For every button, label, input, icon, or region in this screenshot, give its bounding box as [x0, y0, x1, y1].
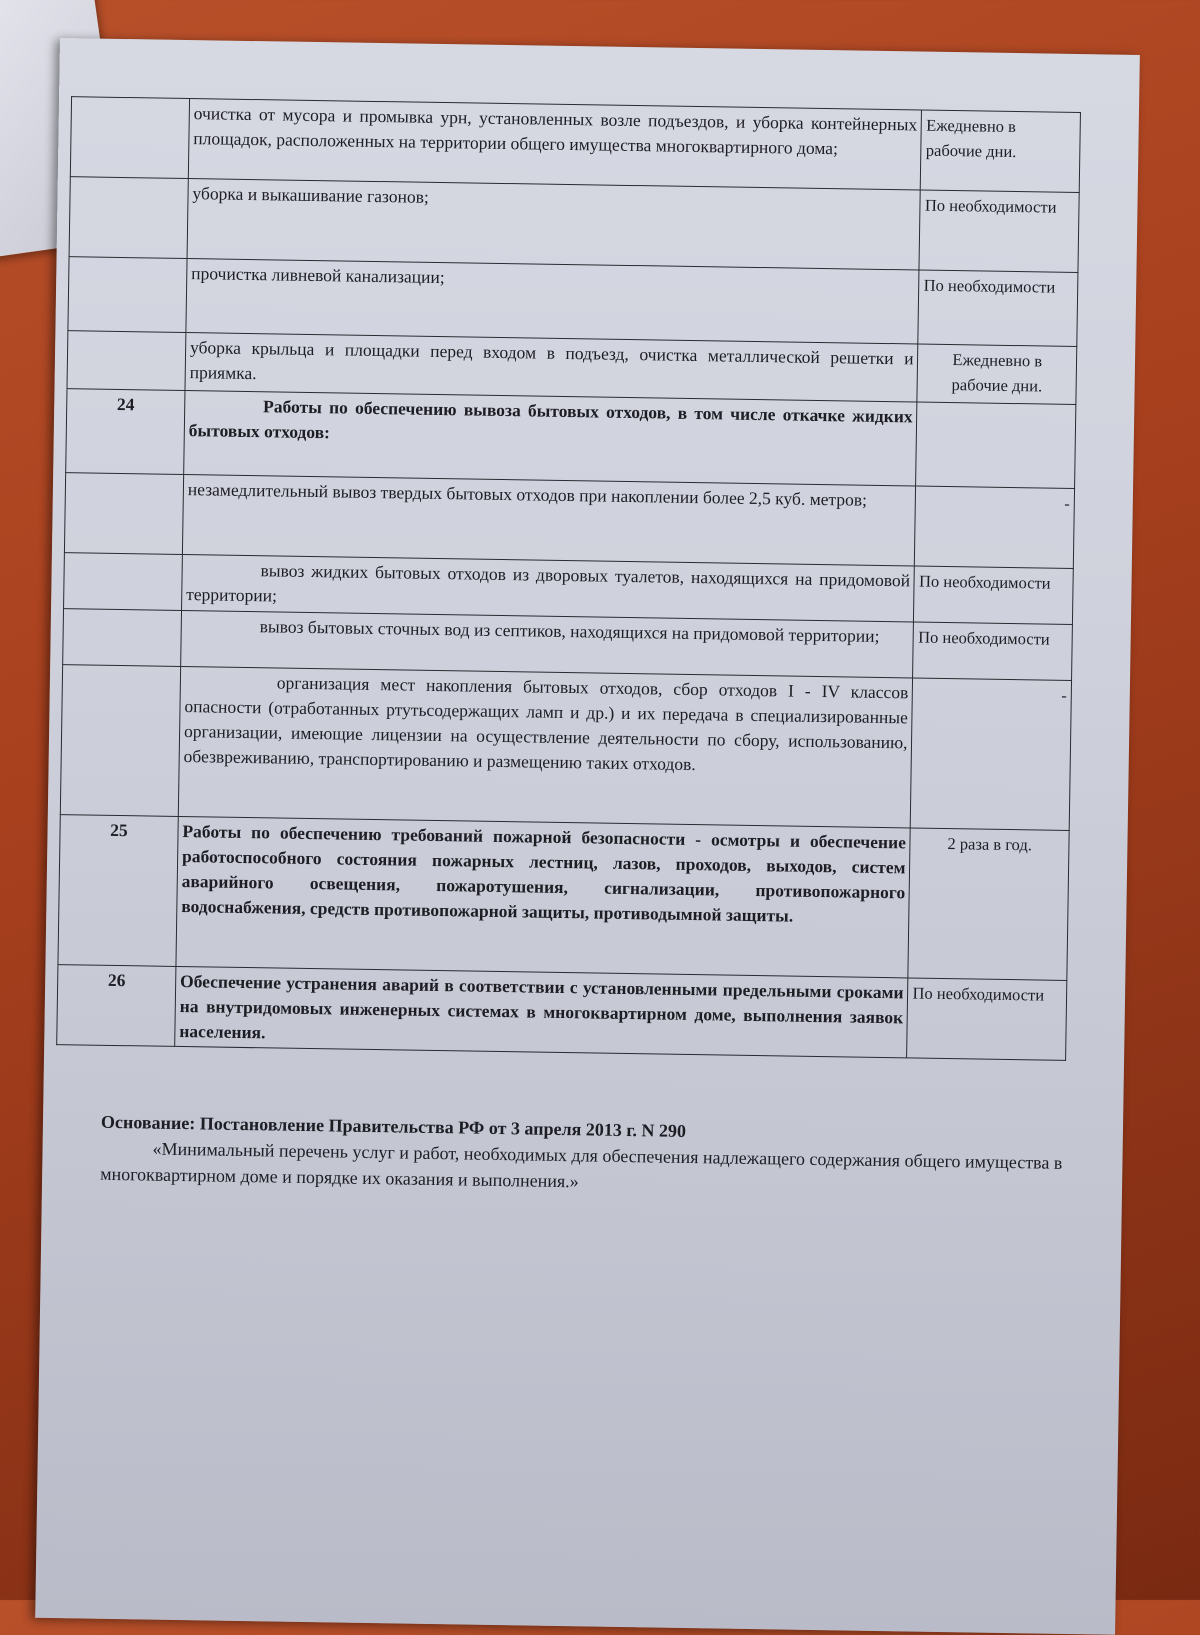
- work-frequency: Ежедневно в рабочие дни.: [921, 110, 1081, 192]
- work-frequency: По необходимости: [914, 566, 1073, 624]
- services-table: [56, 96, 1081, 1061]
- work-description: вывоз бытовых сточных вод из септиков, находящихся на придомовой территории;: [181, 610, 914, 677]
- work-frequency: Ежедневно в рабочие дни.: [917, 344, 1076, 404]
- row-number: [64, 473, 183, 555]
- work-description: вывоз жидких бытовых отходов из дворовых туалетов, находящихся на придомовой территории;: [181, 554, 914, 621]
- table-row: [60, 665, 1071, 831]
- work-frequency: -: [915, 486, 1075, 568]
- row-number: [67, 331, 186, 391]
- basis-heading: Основание: Постановление Правительства РФ от 3 апреля 2013 г. N 290: [100, 1111, 687, 1141]
- row-number: [70, 97, 189, 179]
- row-number: [64, 553, 183, 611]
- table-row: [58, 815, 1069, 981]
- row-number: [68, 257, 187, 333]
- row-number: [60, 665, 180, 817]
- document-sheet: [35, 38, 1140, 1635]
- table-row: [57, 965, 1067, 1061]
- work-section-title: Обеспечение устранения аварий в соответствии с установленными предельными сроками на внутридомовых инженерных системах в многоквартирном доме, выполнения заявок населения.: [175, 966, 909, 1057]
- work-frequency: По необходимости: [918, 270, 1078, 346]
- work-description: уборка крыльца и площадки перед входом в подъезд, очистка металлической решетки и приямка.: [185, 333, 918, 402]
- work-description: уборка и выкашивание газонов;: [187, 179, 921, 270]
- work-description: очистка от мусора и промывка урн, установленных возле подъездов, и уборка контейнерных площадок, расположенных на территории общего имущества многоквартирного дома;: [188, 99, 922, 190]
- row-number: [69, 177, 188, 259]
- work-frequency: По необходимости: [907, 978, 1067, 1060]
- row-number: 24: [66, 389, 185, 475]
- work-description: организация мест накопления бытовых отходов, сбор отходов I - IV классов опасности (отработанных ртутьсодержащих ламп и др.) и их передача в специализированные организации, имеющие лицензии на осуществление деятельности по сбору, использованию, обезвреживанию, транспортированию и размещению таких отходов.: [178, 666, 913, 827]
- row-number: [63, 609, 182, 667]
- work-description: незамедлительный вывоз твердых бытовых отходов при накоплении более 2,5 куб. метров;: [182, 474, 916, 565]
- work-description: прочистка ливневой канализации;: [186, 259, 920, 344]
- work-section-title: Работы по обеспечению вывоза бытовых отходов, в том числе откачке жидких бытовых отходов:: [184, 391, 918, 486]
- work-section-title: Работы по обеспечению требований пожарной безопасности - осмотры и обеспечение работоспособного состояния пожарных лестниц, лазов, проходов, выходов, систем аварийного освещения, пожаротушения, сигнализации, противопожарного водоснабжения, средств противопожарной защиты, противодымной защиты.: [176, 816, 911, 977]
- work-frequency: [916, 402, 1076, 488]
- row-number: 26: [57, 965, 176, 1047]
- work-frequency: 2 раза в год.: [908, 828, 1069, 980]
- basis-text: «Минимальный перечень услуг и работ, необходимых для обеспечения надлежащего содержания общего имущества в многоквартирном доме и порядке их оказания и выполнения.»: [100, 1138, 1063, 1192]
- work-frequency: По необходимости: [913, 622, 1072, 680]
- basis-note: [100, 1109, 1101, 1203]
- row-number: 25: [58, 815, 178, 967]
- work-frequency: -: [911, 678, 1072, 830]
- work-frequency: По необходимости: [919, 190, 1079, 272]
- table-row: [66, 389, 1076, 489]
